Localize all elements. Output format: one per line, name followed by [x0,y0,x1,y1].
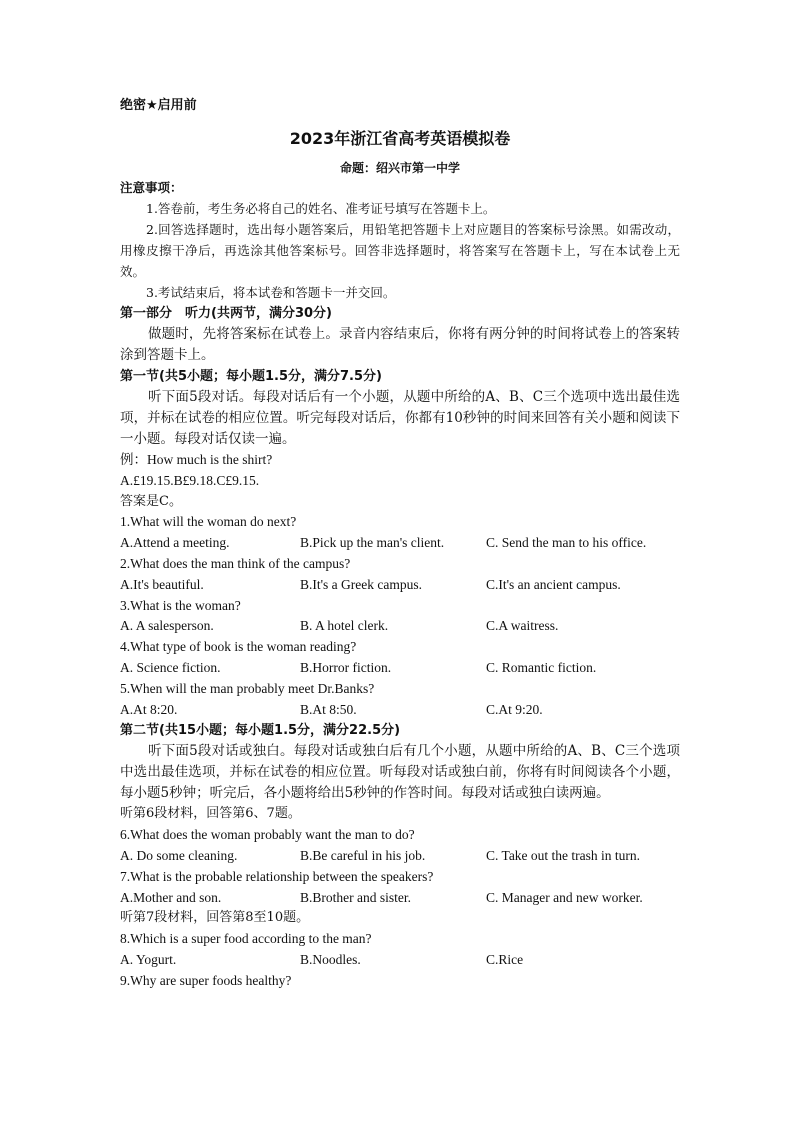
question-1: 1.What will the woman do next? [120,514,297,530]
question-8: 8.Which is a super food according to the man? [120,931,372,947]
question-4-options [120,658,680,679]
question-7: 7.What is the probable relationship between the speakers? [120,868,434,884]
question-5: 5.When will the man probably meet Dr.Banks? [120,680,375,696]
notice-item-3: 3.考试结束后，将本试卷和答题卡一并交回。 [146,285,396,300]
secret-label: 绝密★启用前 [120,98,197,113]
option-c: C.Rice [486,951,524,967]
section1-heading: 第一节(共5小题；每小题1.5分，满分7.5分) [120,369,382,384]
option-a: A.At 8:20. [120,701,178,717]
example-answer: 答案是C。 [120,493,182,509]
question-4: 4.What type of book is the woman reading? [120,639,357,655]
option-c: C.A waitress. [486,618,559,634]
question-2-options [120,575,680,596]
question-6-options [120,846,680,867]
part1-intro: 做题时，先将答案标在试卷上。录音内容结束后，你将有两分钟的时间将试卷上的答案转涂到答题卡上。 [120,326,680,363]
question-3-options [120,616,680,637]
option-b: B.At 8:50. [300,701,357,717]
option-c: C.It's an ancient campus. [486,576,621,592]
notice-item-1: 1.答卷前，考生务必将自己的姓名、准考证号填写在答题卡上。 [146,201,496,216]
option-a: A.Attend a meeting. [120,535,230,551]
question-5-options [120,700,680,721]
option-b: B.Pick up the man's client. [300,535,445,551]
section2-intro: 听下面5段对话或独白。每段对话或独白后有几个小题，从题中所给的A、B、C三个选项中选出最佳选项，并标在试卷的相应位置。听每段对话或独白前，你将有时间阅读各个小题，每小题5秒钟；听完后，各小题将给出5秒钟的作答时间。每段对话或独白读两遍。 [120,743,680,802]
exam-page [120,96,680,992]
material-6-instruction: 听第6段材料，回答第6、7题。 [120,806,301,822]
notice-item-2: 2.回答选择题时，选出每小题答案后，用铅笔把答题卡上对应题目的答案标号涂黑。如需改动，用橡皮擦干净后，再选涂其他答案标号。回答非选择题时，将答案写在答题卡上，写在本试卷上无效。 [120,222,680,279]
option-a: A.Mother and son. [120,889,222,905]
question-1-options [120,533,680,554]
option-c: C.At 9:20. [486,701,543,717]
material-7-instruction: 听第7段材料，回答第8至10题。 [120,910,310,926]
notice-heading: 注意事项： [120,180,183,195]
option-a: A. Do some cleaning. [120,847,238,863]
option-b: B.Noodles. [300,951,361,967]
author-line: 命题：绍兴市第一中学 [339,161,460,175]
option-b: B.It's a Greek campus. [300,576,423,592]
option-b: B.Horror fiction. [300,659,392,675]
option-c: C. Take out the trash in turn. [486,847,641,863]
option-a: A. Yogurt. [120,951,177,967]
section1-intro: 听下面5段对话。每段对话后有一个小题，从题中所给的A、B、C三个选项中选出最佳选项，并标在试卷的相应位置。听完每段对话后，你都有10秒钟的时间来回答有关小题和阅读下一小题。每段对话仅读一遍。 [120,389,680,447]
example-question: 例：How much is the shirt? [120,452,273,467]
section2-heading: 第二节(共15小题；每小题1.5分，满分22.5分) [120,723,401,739]
question-3: 3.What is the woman? [120,597,241,613]
part1-heading: 第一部分 听力(共两节，满分30分) [120,306,332,321]
option-c: C. Send the man to his office. [486,535,647,551]
option-b: B. A hotel clerk. [300,618,389,634]
option-c: C. Manager and new worker. [486,889,643,905]
question-2: 2.What does the man think of the campus? [120,555,351,571]
question-8-options [120,950,680,971]
question-6: 6.What does the woman probably want the man to do? [120,827,415,843]
option-a: A. A salesperson. [120,618,214,634]
example-options: A.£19.15.B£9.18.C£9.15. [120,472,260,488]
option-a: A. Science fiction. [120,659,221,675]
option-b: B.Brother and sister. [300,889,411,905]
question-9: 9.Why are super foods healthy? [120,972,292,988]
option-b: B.Be careful in his job. [300,847,426,863]
page-title: 2023年浙江省高考英语模拟卷 [289,129,511,148]
option-a: A.It's beautiful. [120,576,204,592]
question-7-options [120,888,680,909]
option-c: C. Romantic fiction. [486,659,597,675]
